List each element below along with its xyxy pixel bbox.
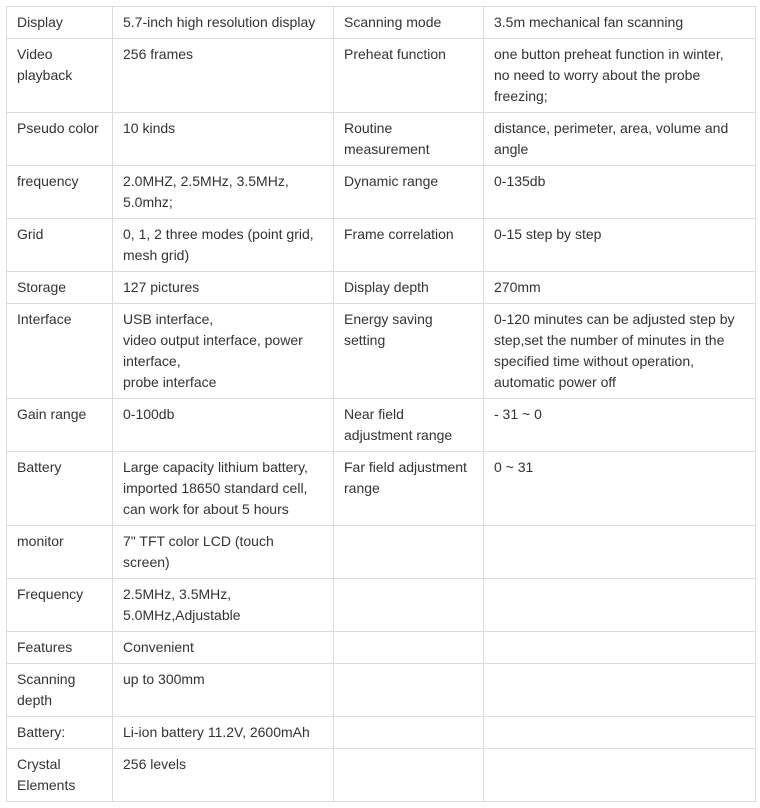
spec-label: Near field adjustment range — [334, 399, 484, 452]
table-row — [7, 717, 756, 749]
table-row — [7, 272, 756, 304]
spec-label: Battery: — [7, 717, 113, 749]
table-row — [7, 219, 756, 272]
spec-value: Large capacity lithium battery, imported 18650 standard cell, can work for about 5 hours — [113, 452, 334, 526]
spec-label: Gain range — [7, 399, 113, 452]
spec-value — [484, 717, 756, 749]
spec-value: up to 300mm — [113, 664, 334, 717]
spec-label — [334, 717, 484, 749]
spec-value: 256 levels — [113, 749, 334, 802]
table-row — [7, 399, 756, 452]
spec-value: 256 frames — [113, 39, 334, 113]
spec-value: Convenient — [113, 632, 334, 664]
spec-label: frequency — [7, 166, 113, 219]
spec-label: Battery — [7, 452, 113, 526]
spec-label: Frequency — [7, 579, 113, 632]
table-row — [7, 166, 756, 219]
spec-value: 0-15 step by step — [484, 219, 756, 272]
spec-value — [484, 579, 756, 632]
spec-value: 0-100db — [113, 399, 334, 452]
spec-value: 0-120 minutes can be adjusted step by step,set the number of minutes in the specified time without operation, automatic power off — [484, 304, 756, 399]
spec-label: Interface — [7, 304, 113, 399]
spec-value — [484, 526, 756, 579]
specification-table — [6, 6, 756, 802]
table-row — [7, 632, 756, 664]
spec-label: Energy saving setting — [334, 304, 484, 399]
spec-label — [334, 526, 484, 579]
spec-label — [334, 749, 484, 802]
spec-value: 0 ~ 31 — [484, 452, 756, 526]
spec-value — [484, 749, 756, 802]
spec-value — [484, 664, 756, 717]
table-row — [7, 452, 756, 526]
spec-value: 3.5m mechanical fan scanning — [484, 7, 756, 39]
spec-value: 2.5MHz, 3.5MHz, 5.0MHz,Adjustable — [113, 579, 334, 632]
spec-label — [334, 579, 484, 632]
spec-label: Grid — [7, 219, 113, 272]
spec-value — [484, 632, 756, 664]
spec-value: one button preheat function in winter, no need to worry about the probe freezing; — [484, 39, 756, 113]
table-row — [7, 664, 756, 717]
spec-label: Crystal Elements — [7, 749, 113, 802]
spec-value: Li-ion battery 11.2V, 2600mAh — [113, 717, 334, 749]
spec-label: Routine measurement — [334, 113, 484, 166]
table-row — [7, 749, 756, 802]
spec-label: Features — [7, 632, 113, 664]
spec-value: 0, 1, 2 three modes (point grid, mesh grid) — [113, 219, 334, 272]
spec-value: 127 pictures — [113, 272, 334, 304]
table-row — [7, 113, 756, 166]
spec-label: Scanning mode — [334, 7, 484, 39]
spec-value: 270mm — [484, 272, 756, 304]
table-row — [7, 579, 756, 632]
spec-value: 10 kinds — [113, 113, 334, 166]
table-row — [7, 7, 756, 39]
spec-value: 2.0MHZ, 2.5MHz, 3.5MHz, 5.0mhz; — [113, 166, 334, 219]
spec-label — [334, 632, 484, 664]
spec-label: Display — [7, 7, 113, 39]
table-row — [7, 304, 756, 399]
spec-label: Scanning depth — [7, 664, 113, 717]
spec-value: distance, perimeter, area, volume and angle — [484, 113, 756, 166]
spec-value: 0-135db — [484, 166, 756, 219]
spec-label — [334, 664, 484, 717]
spec-value: USB interface, video output interface, power interface, probe interface — [113, 304, 334, 399]
spec-label: Far field adjustment range — [334, 452, 484, 526]
table-row — [7, 526, 756, 579]
table-row — [7, 39, 756, 113]
spec-label: Frame correlation — [334, 219, 484, 272]
spec-label: Video playback — [7, 39, 113, 113]
spec-label: Pseudo color — [7, 113, 113, 166]
spec-value: 7" TFT color LCD (touch screen) — [113, 526, 334, 579]
spec-label: monitor — [7, 526, 113, 579]
spec-value: 5.7-inch high resolution display — [113, 7, 334, 39]
spec-label: Display depth — [334, 272, 484, 304]
spec-label: Storage — [7, 272, 113, 304]
spec-label: Preheat function — [334, 39, 484, 113]
spec-label: Dynamic range — [334, 166, 484, 219]
spec-value: - 31 ~ 0 — [484, 399, 756, 452]
